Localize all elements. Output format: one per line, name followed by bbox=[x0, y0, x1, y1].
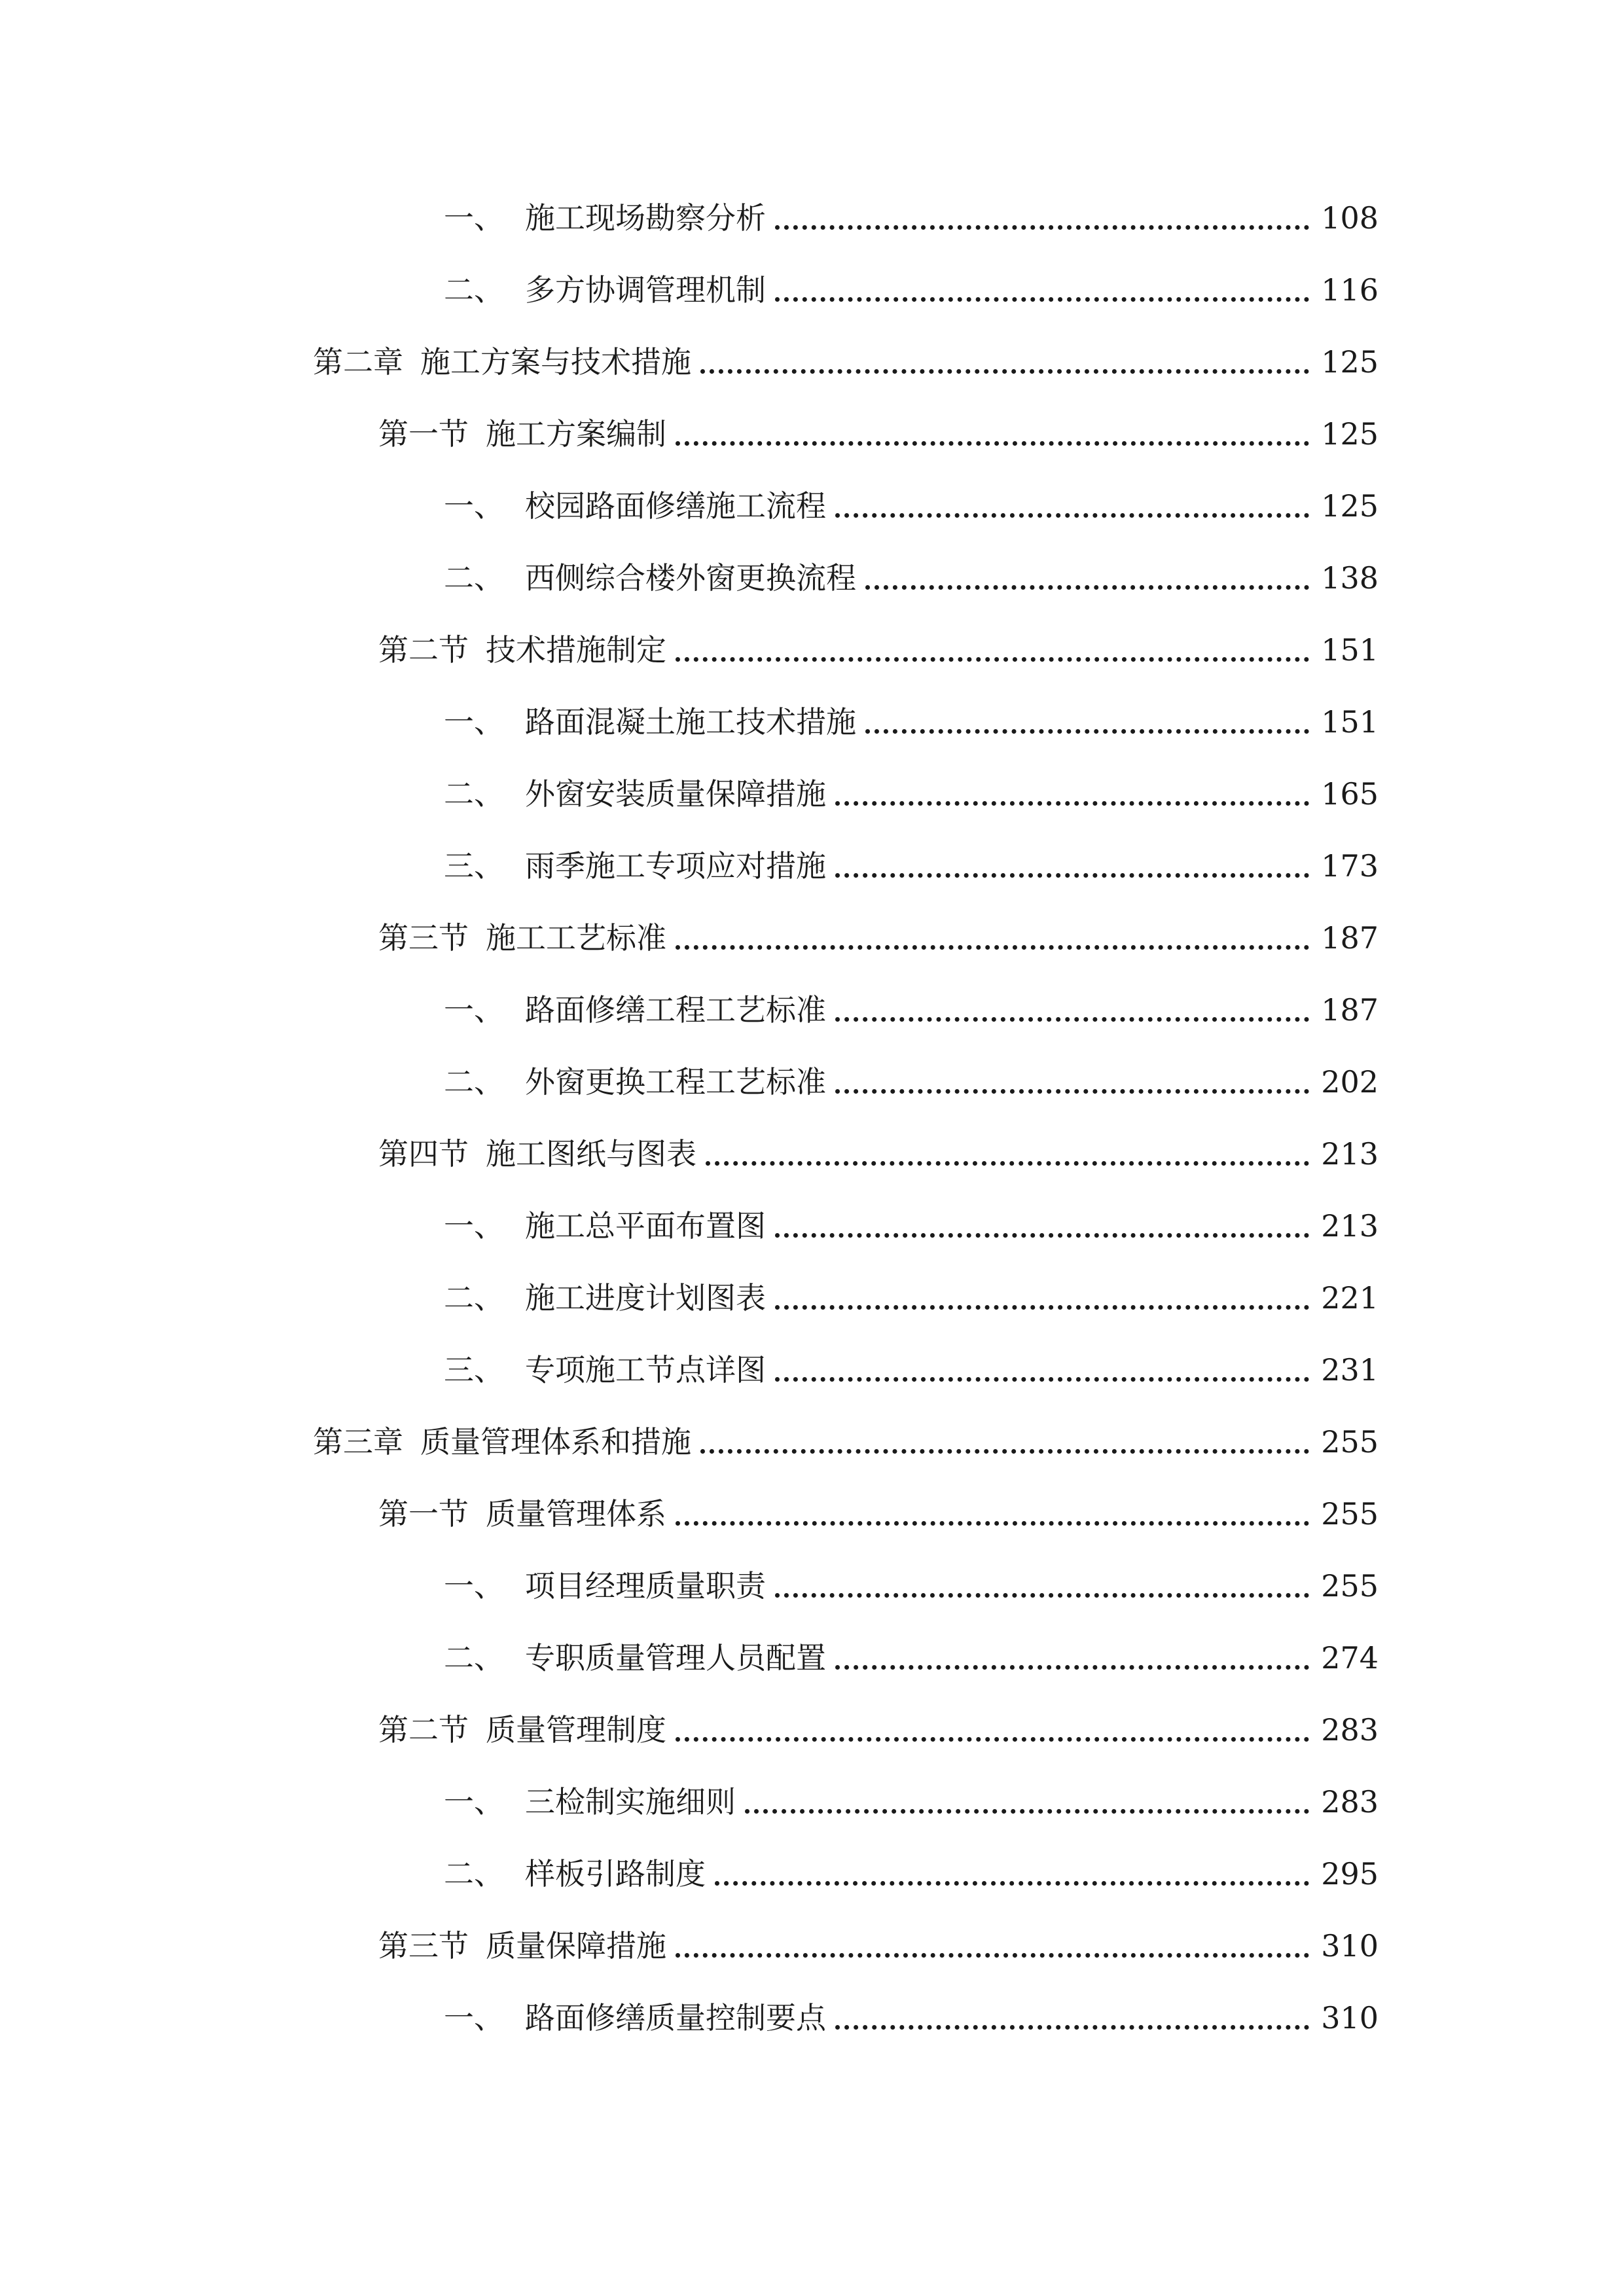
dot-leader bbox=[865, 585, 1309, 590]
dot-leader bbox=[676, 1737, 1309, 1742]
toc-entry-page-number: 151 bbox=[1321, 704, 1379, 740]
toc-entry-title: 施工图纸与图表 bbox=[486, 1136, 696, 1172]
toc-entry-title: 雨季施工专项应对措施 bbox=[525, 848, 826, 884]
toc-entry[interactable] bbox=[444, 1262, 1379, 1334]
toc-entry-title: 多方协调管理机制 bbox=[525, 272, 766, 308]
toc-entry-number: 二、 bbox=[444, 1064, 504, 1100]
toc-entry-page-number: 138 bbox=[1321, 560, 1379, 596]
dot-leader bbox=[775, 1377, 1309, 1382]
toc-entry[interactable] bbox=[444, 686, 1379, 758]
toc-entry-page-number: 151 bbox=[1321, 632, 1379, 668]
toc-entry[interactable] bbox=[444, 974, 1379, 1046]
dot-leader bbox=[745, 1809, 1309, 1814]
dot-leader bbox=[775, 225, 1309, 230]
dot-leader bbox=[835, 513, 1309, 518]
toc-entry-page-number: 255 bbox=[1321, 1568, 1379, 1604]
toc-entry[interactable] bbox=[378, 398, 1379, 470]
toc-entry-page-number: 295 bbox=[1321, 1856, 1379, 1892]
toc-entry-title: 专职质量管理人员配置 bbox=[525, 1640, 826, 1676]
toc-entry-page-number: 125 bbox=[1321, 488, 1379, 524]
toc-entry-number: 二、 bbox=[444, 1640, 504, 1676]
toc-entry[interactable] bbox=[378, 1118, 1379, 1190]
toc-entry[interactable] bbox=[444, 1550, 1379, 1622]
toc-entry[interactable] bbox=[444, 1046, 1379, 1118]
toc-entry-page-number: 108 bbox=[1321, 200, 1379, 236]
toc-entry-title: 项目经理质量职责 bbox=[525, 1568, 766, 1604]
toc-entry-title: 专项施工节点详图 bbox=[525, 1352, 766, 1388]
toc-entry-number: 三、 bbox=[444, 848, 504, 884]
toc-entry[interactable] bbox=[444, 1334, 1379, 1406]
toc-entry[interactable] bbox=[378, 614, 1379, 686]
dot-leader bbox=[835, 1017, 1309, 1022]
toc-entry-page-number: 255 bbox=[1321, 1424, 1379, 1460]
toc-entry-page-number: 274 bbox=[1321, 1640, 1379, 1676]
toc-entry-number: 一、 bbox=[444, 704, 504, 740]
toc-entry-page-number: 173 bbox=[1321, 848, 1379, 884]
dot-leader bbox=[865, 729, 1309, 734]
toc-entry-title: 路面修缮工程工艺标准 bbox=[525, 992, 826, 1028]
toc-entry-page-number: 213 bbox=[1321, 1136, 1379, 1172]
toc-entry-page-number: 283 bbox=[1321, 1712, 1379, 1748]
toc-entry-number: 一、 bbox=[444, 1784, 504, 1820]
toc-entry[interactable] bbox=[444, 1622, 1379, 1694]
dot-leader bbox=[835, 801, 1309, 806]
dot-leader bbox=[715, 1881, 1309, 1886]
dot-leader bbox=[706, 1161, 1309, 1166]
toc-entry-page-number: 202 bbox=[1321, 1064, 1379, 1100]
dot-leader bbox=[835, 1665, 1309, 1670]
toc-entry-number: 二、 bbox=[444, 776, 504, 812]
dot-leader bbox=[676, 1953, 1309, 1958]
dot-leader bbox=[676, 441, 1309, 446]
dot-leader bbox=[775, 1593, 1309, 1598]
toc-entry[interactable] bbox=[378, 902, 1379, 974]
toc-entry-title: 施工进度计划图表 bbox=[525, 1280, 766, 1316]
dot-leader bbox=[775, 297, 1309, 302]
toc-entry-page-number: 165 bbox=[1321, 776, 1379, 812]
toc-entry[interactable] bbox=[444, 254, 1379, 326]
toc-entry-number: 一、 bbox=[444, 992, 504, 1028]
toc-entry-number: 第二节 bbox=[378, 1712, 469, 1748]
toc-entry-number: 第三节 bbox=[378, 920, 469, 956]
toc-entry-page-number: 231 bbox=[1321, 1352, 1379, 1388]
toc-entry-title: 外窗安装质量保障措施 bbox=[525, 776, 826, 812]
toc-entry[interactable] bbox=[444, 470, 1379, 542]
dot-leader bbox=[835, 873, 1309, 878]
toc-entry-title: 质量管理体系和措施 bbox=[420, 1424, 691, 1460]
toc-entry-title: 技术措施制定 bbox=[486, 632, 666, 668]
toc-entry-page-number: 221 bbox=[1321, 1280, 1379, 1316]
toc-entry-page-number: 310 bbox=[1321, 2000, 1379, 2036]
toc-entry-page-number: 187 bbox=[1321, 920, 1379, 956]
toc-entry-number: 二、 bbox=[444, 1280, 504, 1316]
toc-entry-title: 施工方案与技术措施 bbox=[420, 344, 691, 380]
toc-entry[interactable] bbox=[444, 830, 1379, 902]
toc-entry-title: 西侧综合楼外窗更换流程 bbox=[525, 560, 856, 596]
toc-entry-number: 二、 bbox=[444, 1856, 504, 1892]
toc-entry-page-number: 125 bbox=[1321, 344, 1379, 380]
toc-entry-title: 施工工艺标准 bbox=[486, 920, 666, 956]
toc-entry-page-number: 125 bbox=[1321, 416, 1379, 452]
toc-entry[interactable] bbox=[378, 1478, 1379, 1550]
toc-entry-page-number: 116 bbox=[1321, 272, 1379, 308]
toc-entry-number: 三、 bbox=[444, 1352, 504, 1388]
dot-leader bbox=[676, 945, 1309, 950]
dot-leader bbox=[700, 369, 1309, 374]
toc-entry[interactable] bbox=[444, 758, 1379, 830]
dot-leader bbox=[700, 1449, 1309, 1454]
toc-entry-page-number: 283 bbox=[1321, 1784, 1379, 1820]
toc-entry[interactable] bbox=[444, 1190, 1379, 1262]
toc-entry-number: 第二节 bbox=[378, 632, 469, 668]
dot-leader bbox=[835, 2025, 1309, 2030]
dot-leader bbox=[835, 1089, 1309, 1094]
toc-entry-number: 一、 bbox=[444, 2000, 504, 2036]
toc-entry-number: 二、 bbox=[444, 560, 504, 596]
toc-entry-number: 第三章 bbox=[313, 1424, 403, 1460]
toc-entry-title: 质量保障措施 bbox=[486, 1928, 666, 1964]
toc-entry-number: 一、 bbox=[444, 488, 504, 524]
toc-entry[interactable] bbox=[313, 1406, 1379, 1478]
toc-entry-title: 三检制实施细则 bbox=[525, 1784, 736, 1820]
toc-entry-number: 一、 bbox=[444, 1208, 504, 1244]
toc-entry-number: 第一节 bbox=[378, 416, 469, 452]
toc-entry-title: 路面混凝土施工技术措施 bbox=[525, 704, 856, 740]
toc-entry-title: 质量管理制度 bbox=[486, 1712, 666, 1748]
toc-entry-title: 施工方案编制 bbox=[486, 416, 666, 452]
dot-leader bbox=[775, 1305, 1309, 1310]
dot-leader bbox=[676, 1521, 1309, 1526]
dot-leader bbox=[775, 1233, 1309, 1238]
toc-entry-title: 校园路面修缮施工流程 bbox=[525, 488, 826, 524]
toc-entry-title: 施工总平面布置图 bbox=[525, 1208, 766, 1244]
toc-entry[interactable] bbox=[444, 1766, 1379, 1838]
toc-entry[interactable] bbox=[444, 1982, 1379, 2054]
toc-entry-number: 二、 bbox=[444, 272, 504, 308]
toc-entry-number: 一、 bbox=[444, 200, 504, 236]
toc-entry[interactable] bbox=[378, 1694, 1379, 1766]
toc-entry[interactable] bbox=[313, 326, 1379, 398]
dot-leader bbox=[676, 657, 1309, 662]
toc-entry-page-number: 187 bbox=[1321, 992, 1379, 1028]
toc-entry-page-number: 213 bbox=[1321, 1208, 1379, 1244]
toc-entry-title: 外窗更换工程工艺标准 bbox=[525, 1064, 826, 1100]
toc-entry-number: 第四节 bbox=[378, 1136, 469, 1172]
toc-entry[interactable] bbox=[378, 1910, 1379, 1982]
toc-entry-number: 一、 bbox=[444, 1568, 504, 1604]
toc-entry-number: 第一节 bbox=[378, 1496, 469, 1532]
toc-entry-page-number: 310 bbox=[1321, 1928, 1379, 1964]
toc-entry[interactable] bbox=[444, 182, 1379, 254]
toc-entry[interactable] bbox=[444, 542, 1379, 614]
toc-entry-title: 施工现场勘察分析 bbox=[525, 200, 766, 236]
toc-entry-number: 第三节 bbox=[378, 1928, 469, 1964]
toc-entry-title: 样板引路制度 bbox=[525, 1856, 706, 1892]
toc-entry-title: 质量管理体系 bbox=[486, 1496, 666, 1532]
toc-entry-page-number: 255 bbox=[1321, 1496, 1379, 1532]
toc-entry-title: 路面修缮质量控制要点 bbox=[525, 2000, 826, 2036]
toc-entry-number: 第二章 bbox=[313, 344, 403, 380]
toc-entry[interactable] bbox=[444, 1838, 1379, 1910]
